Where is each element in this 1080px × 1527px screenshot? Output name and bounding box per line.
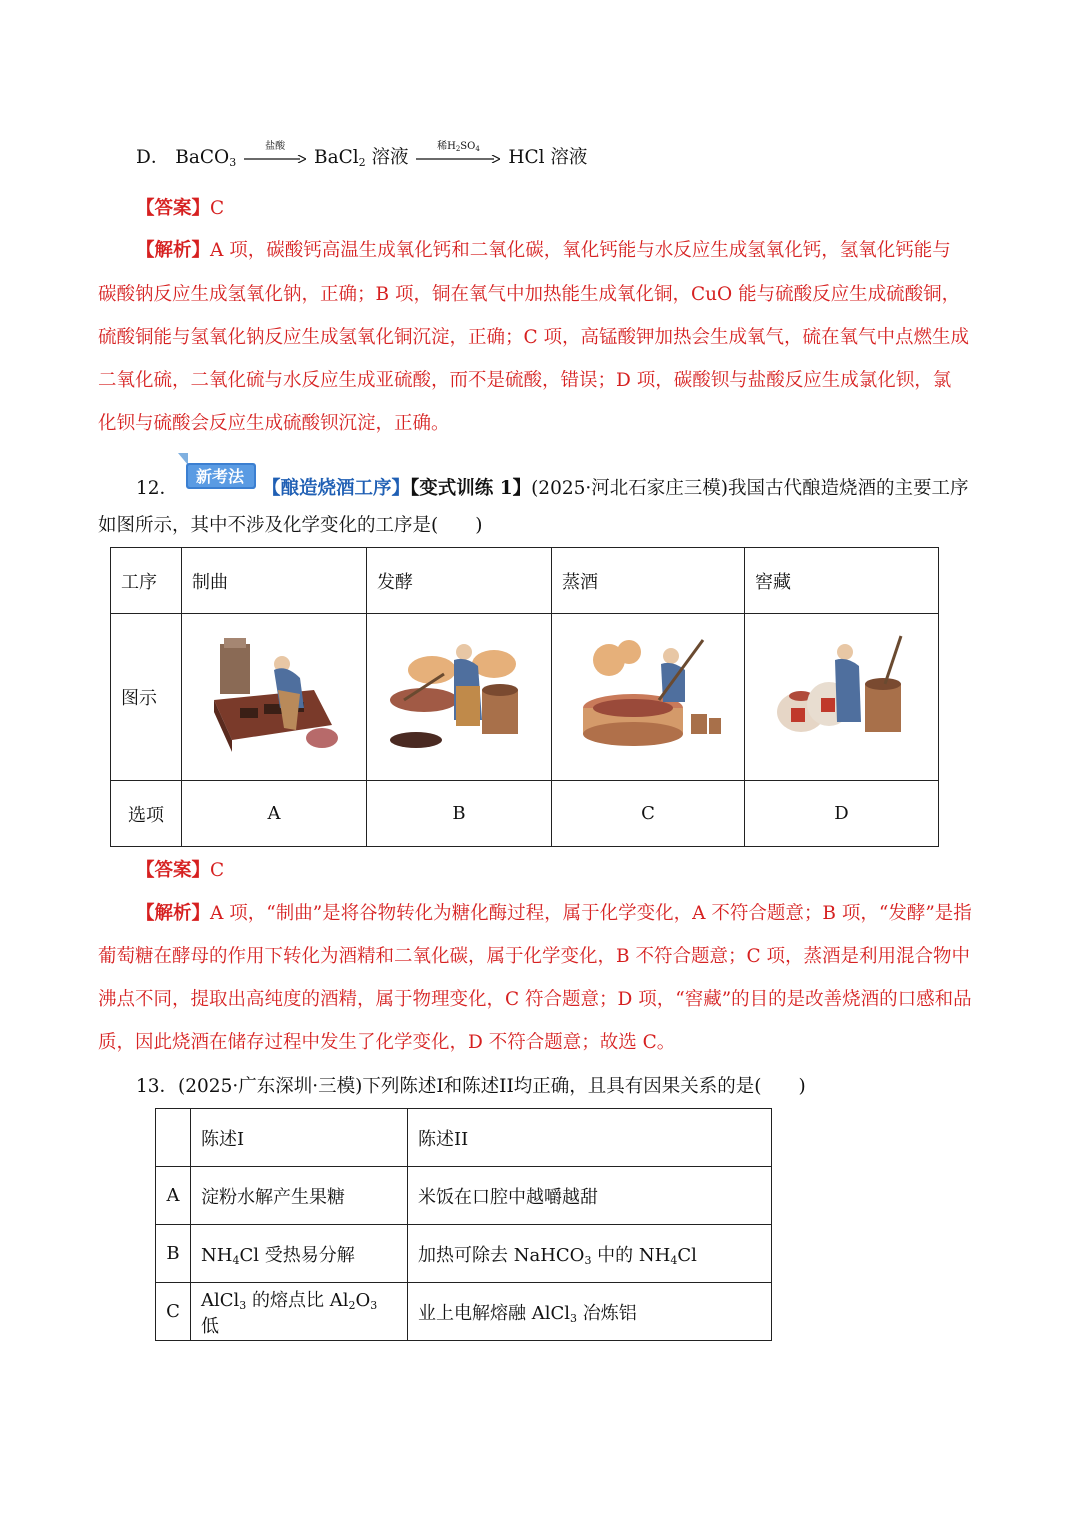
table-row: [156, 1109, 772, 1167]
q12-analysis-line-1: [136, 901, 972, 927]
subscript: 2: [455, 145, 461, 153]
q12-analysis-line-3: 沸点不同，提取出高纯度的酒精，属于物理变化，C 符合题意；D 项，“窖藏”的目的是改善烧酒的口感和品: [98, 989, 972, 1010]
text-part: NH: [201, 1244, 233, 1266]
q13-stem: [136, 1074, 806, 1100]
text-part: 的熔点比 Al: [246, 1289, 349, 1311]
header-cell: 陈述I: [191, 1109, 408, 1167]
q11-analysis-line-5: 化钡与硫酸会反应生成硫酸钡沉淀，正确。: [98, 413, 450, 434]
step-cell: 发酵: [367, 548, 552, 614]
arrow-icon: [244, 155, 306, 163]
q12-stem-line-2: 如图所示，其中不涉及化学变化的工序是( ): [98, 515, 483, 536]
q12-analysis-line-2: 葡萄糖在酵母的作用下转化为酒精和二氧化碳，属于化学变化，B 不符合题意；C 项，蒸酒是利用混合物中: [98, 946, 971, 967]
answer-value: C: [210, 860, 225, 881]
topic-tag: 【酿造烧酒工序】: [262, 478, 411, 499]
formula-mid: BaCl: [313, 147, 359, 168]
statement-2-cell: [408, 1225, 772, 1283]
new-method-badge: [174, 451, 258, 491]
text-part: 冶炼铝: [577, 1302, 637, 1324]
header-cell: [156, 1109, 191, 1167]
subscript: 4: [670, 1253, 678, 1267]
row-header: 选项: [111, 781, 182, 847]
table-row: [156, 1225, 772, 1283]
q11-analysis-line-1: [136, 238, 951, 264]
variant-tag: 【变式训练 1】: [410, 478, 532, 499]
text-part: Cl: [677, 1244, 697, 1266]
q11-analysis-line-3: 硫酸铜能与氢氧化钠反应生成氢氧化铜沉淀，正确；C 项，高锰酸钾加热会生成氧气，硫在氧气中点燃生成: [98, 327, 970, 348]
subscript: 3: [370, 1298, 378, 1312]
text-part: 加热可除去 NaHCO: [418, 1244, 585, 1266]
cellaring-illustration: [767, 630, 917, 760]
q12-number: 12．: [136, 478, 179, 499]
koji-making-illustration: [204, 630, 344, 760]
text-part: AlCl: [201, 1289, 240, 1311]
subscript: 4: [475, 145, 480, 153]
statement-2-cell: [408, 1283, 772, 1341]
statement-1-cell: 淀粉水解产生果糖: [191, 1167, 408, 1225]
q11-answer: [136, 196, 224, 222]
stem-text: (2025·广东深圳·三模)下列陈述I和陈述II均正确，且具有因果关系的是( ): [178, 1076, 806, 1097]
table-row: [111, 781, 939, 847]
row-label: C: [156, 1283, 191, 1341]
option-cell: D: [745, 781, 939, 847]
text-part: 业上电解熔融 AlCl: [418, 1302, 571, 1324]
row-header: 工序: [111, 548, 182, 614]
q11-analysis-line-4: 二氧化硫，二氧化硫与水反应生成亚硫酸，而不是硫酸，错误；D 项，碳酸钡与盐酸反应生成氯化钡，氯: [98, 370, 952, 391]
formula-start: BaCO: [175, 147, 230, 168]
row-label: A: [156, 1167, 191, 1225]
question-number: 13．: [136, 1076, 179, 1097]
subscript: 3: [570, 1311, 578, 1325]
header-cell: 陈述II: [408, 1109, 772, 1167]
arrow-label-part: SO: [460, 141, 476, 152]
text-part: 中的 NH: [591, 1244, 671, 1266]
arrow-label: 盐酸: [265, 141, 286, 152]
answer-tag: 【答案】: [136, 198, 211, 219]
subscript: 3: [584, 1253, 592, 1267]
option-cell: C: [552, 781, 745, 847]
process-table: [110, 547, 939, 847]
option-d: [136, 141, 588, 176]
q12-analysis-line-4: 质，因此烧酒在储存过程中发生了化学变化，D 不符合题意；故选 C。: [98, 1032, 676, 1053]
subscript: 4: [232, 1253, 240, 1267]
statements-table: [155, 1108, 772, 1341]
analysis-tag: 【解析】: [136, 903, 211, 924]
analysis-text: A 项，“制曲”是将谷物转化为糖化酶过程，属于化学变化，A 不符合题意；B 项，“发酵”是指: [210, 903, 972, 924]
option-label: D．: [136, 147, 170, 168]
arrow-icon: [416, 155, 500, 163]
row-label: B: [156, 1225, 191, 1283]
subscript: 2: [348, 1298, 356, 1312]
table-row: [156, 1283, 772, 1341]
stem-text: (2025·河北石家庄三模)我国古代酿造烧酒的主要工序: [531, 478, 969, 499]
statement-2-cell: 米饭在口腔中越嚼越甜: [408, 1167, 772, 1225]
formula-end: HCl 溶液: [508, 147, 588, 168]
subscript: 3: [239, 1298, 247, 1312]
text-part: Cl 受热易分解: [239, 1244, 355, 1266]
arrow-label: [416, 141, 500, 155]
option-cell: A: [182, 781, 367, 847]
statement-1-cell: [191, 1283, 408, 1341]
illustration-cell: [182, 614, 367, 781]
illustration-cell: [552, 614, 745, 781]
subscript: 2: [358, 156, 366, 169]
text-part: O: [355, 1289, 371, 1311]
q12-answer: [136, 858, 224, 884]
badge-label: 新考法: [196, 467, 245, 486]
distillation-illustration: [573, 630, 723, 760]
table-row: [111, 548, 939, 614]
statement-1-cell: [191, 1225, 408, 1283]
row-header: 图示: [111, 614, 182, 781]
arrow-label-part: 稀H: [437, 141, 456, 152]
formula-mid-suffix: 溶液: [365, 147, 409, 168]
option-cell: B: [367, 781, 552, 847]
text-part: 低: [201, 1315, 219, 1337]
q12-stem-line-1: [262, 476, 969, 502]
illustration-cell: [367, 614, 552, 781]
reaction-arrow-1: [244, 141, 306, 171]
subscript: 3: [229, 156, 237, 169]
fermentation-illustration: [384, 630, 534, 760]
step-cell: 制曲: [182, 548, 367, 614]
table-row: [156, 1167, 772, 1225]
reaction-arrow-2: [416, 141, 500, 171]
step-cell: 蒸酒: [552, 548, 745, 614]
answer-tag: 【答案】: [136, 860, 211, 881]
analysis-text: A 项，碳酸钙高温生成氧化钙和二氧化碳，氧化钙能与水反应生成氢氧化钙，氢氧化钙能与: [210, 240, 951, 261]
q11-analysis-line-2: 碳酸钠反应生成氢氧化钠，正确；B 项，铜在氧气中加热能生成氧化铜，CuO 能与硫酸反应生成硫酸铜，: [98, 284, 961, 305]
answer-value: C: [210, 198, 225, 219]
illustration-cell: [745, 614, 939, 781]
analysis-tag: 【解析】: [136, 240, 211, 261]
step-cell: 窖藏: [745, 548, 939, 614]
table-row: [111, 614, 939, 781]
